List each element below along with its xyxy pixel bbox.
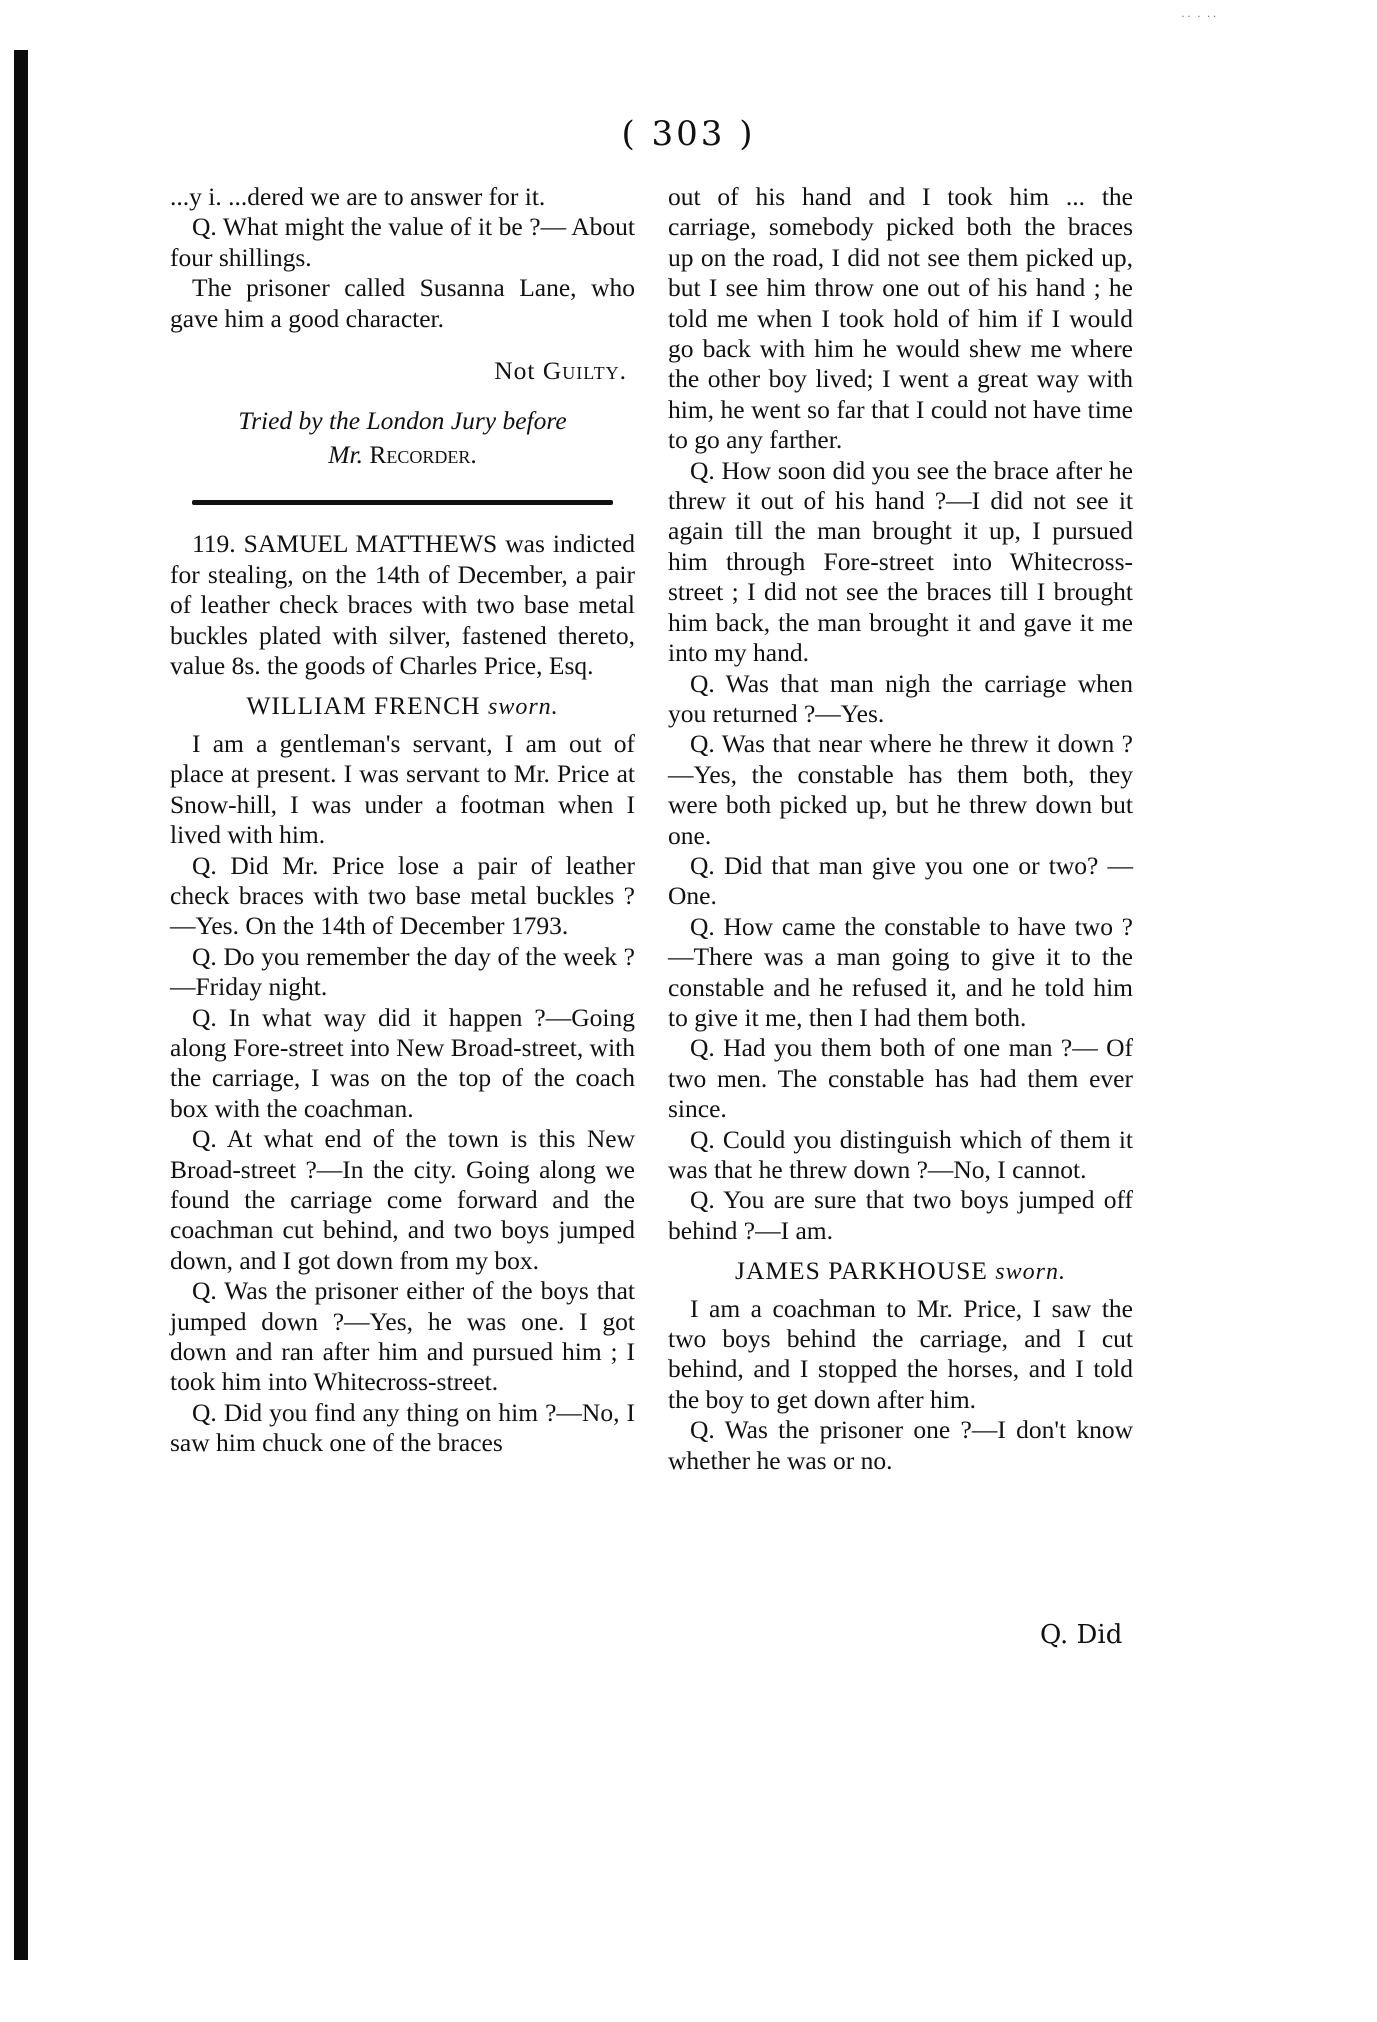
case-heading-paragraph: 119. SAMUEL MATTHEWS was indicted for stealing, on the 14th of December, a pair of leather check braces with two base metal buckles plated with silver, fastened thereto, value 8s. the goods of Charles Price, Esq.	[170, 529, 635, 681]
left-paragraph-3: The prisoner called Susanna Lane, who gave him a good character.	[170, 273, 635, 333]
margin-marks: ˙˙ ˙ ˙˙	[1180, 14, 1218, 28]
right-paragraph-8: Q. Could you distinguish which of them it was that he threw down ?—No, I cannot.	[668, 1124, 1133, 1184]
right-paragraph-3: Q. Was that man nigh the carriage when you returned ?—Yes.	[668, 668, 1133, 728]
left-paragraph-7: Q. In what way did it happen ?—Going along Fore-street into New Broad-street, with the carriage, I was on the top of the coach box with the coachman.	[170, 1002, 635, 1123]
right-paragraph-10: I am a coachman to Mr. Price, I saw the two boys behind the carriage, and I cut behind, and I stopped the horses, and I told the boy to get down after him.	[668, 1293, 1133, 1414]
left-paragraph-5: Q. Did Mr. Price lose a pair of leather check braces with two base metal buckles ?—Yes. On the 14th of December 1793.	[170, 850, 635, 941]
left-paragraph-2: Q. What might the value of it be ?— About four shillings.	[170, 212, 635, 272]
right-paragraph-2: Q. How soon did you see the brace after he threw it out of his hand ?—I did not see it again till the man brought it up, I pursued him through Fore-street into Whitecross-street ; I did not see the braces till I brought him back, the man brought it and gave it me into my hand.	[668, 455, 1133, 668]
witness-name: JAMES PARKHOUSE	[735, 1256, 996, 1286]
recorder-prefix: Mr.	[328, 440, 370, 470]
verdict-word: Guilty.	[542, 356, 627, 386]
right-paragraph-5: Q. Did that man give you one or two? —One.	[668, 850, 1133, 911]
witness-heading-parkhouse	[668, 1256, 1133, 1287]
page-number: ( 303 )	[621, 114, 756, 154]
witness-heading-french	[170, 691, 635, 722]
catchword: Q. Did	[1040, 1620, 1123, 1650]
left-paragraph-10: Q. Did you find any thing on him ?—No, I saw him chuck one of the braces	[170, 1397, 635, 1458]
recorder-word: Recorder.	[369, 440, 477, 470]
verdict-prefix: Not	[494, 356, 543, 386]
right-paragraph-7: Q. Had you them both of one man ?— Of two men. The constable has had them ever since.	[668, 1033, 1133, 1124]
page-binding-edge	[14, 50, 28, 1960]
right-paragraph-6: Q. How came the constable to have two ?—There was a man going to give it to the constable and he refused it, and he told him to give it me, then I had them both.	[668, 911, 1133, 1032]
witness-sworn: sworn.	[487, 694, 559, 721]
left-paragraph-8: Q. At what end of the town is this New Broad-street ?—In the city. Going along we found the carriage come forward and the coachman cut behind, and two boys jumped down, and I got down from my box.	[170, 1124, 635, 1275]
left-paragraph-9: Q. Was the prisoner either of the boys that jumped down ?—Yes, he was one. I got down and ran after him and pursued him ; I took him into Whitecross-street.	[170, 1276, 635, 1397]
right-paragraph-1: out of his hand and I took him ... the carriage, somebody picked both the braces up on the road, I did not see them picked up, but I see him throw one out of his hand ; he told me when I took hold of him if I would go back with him he would shew me where the other boy lived; I went a great way with him, he went so far that I could not have time to go any farther.	[668, 182, 1133, 455]
tried-by-line: Tried by the London Jury before	[238, 406, 567, 436]
left-column	[170, 182, 635, 1459]
witness-name: WILLIAM FRENCH	[246, 691, 488, 721]
right-column	[668, 182, 1133, 1476]
verdict	[170, 356, 627, 386]
witness-sworn: sworn.	[995, 1259, 1066, 1286]
section-rule	[192, 500, 613, 505]
right-paragraph-11: Q. Was the prisoner one ?—I don't know whether he was or no.	[668, 1415, 1133, 1475]
left-paragraph-6: Q. Do you remember the day of the week ?—Friday night.	[170, 941, 635, 1002]
left-paragraph-4: I am a gentleman's servant, I am out of place at present. I was servant to Mr. Price at Snow-hill, I was under a footman when I lived with him.	[170, 728, 635, 850]
right-paragraph-9: Q. You are sure that two boys jumped off behind ?—I am.	[668, 1185, 1133, 1245]
right-paragraph-4: Q. Was that near where he threw it down ?—Yes, the constable has them both, they were both picked up, but he threw down but one.	[668, 729, 1133, 850]
recorder-line	[170, 438, 635, 472]
left-paragraph-1: ...y i. ...dered we are to answer for it.	[170, 182, 546, 211]
